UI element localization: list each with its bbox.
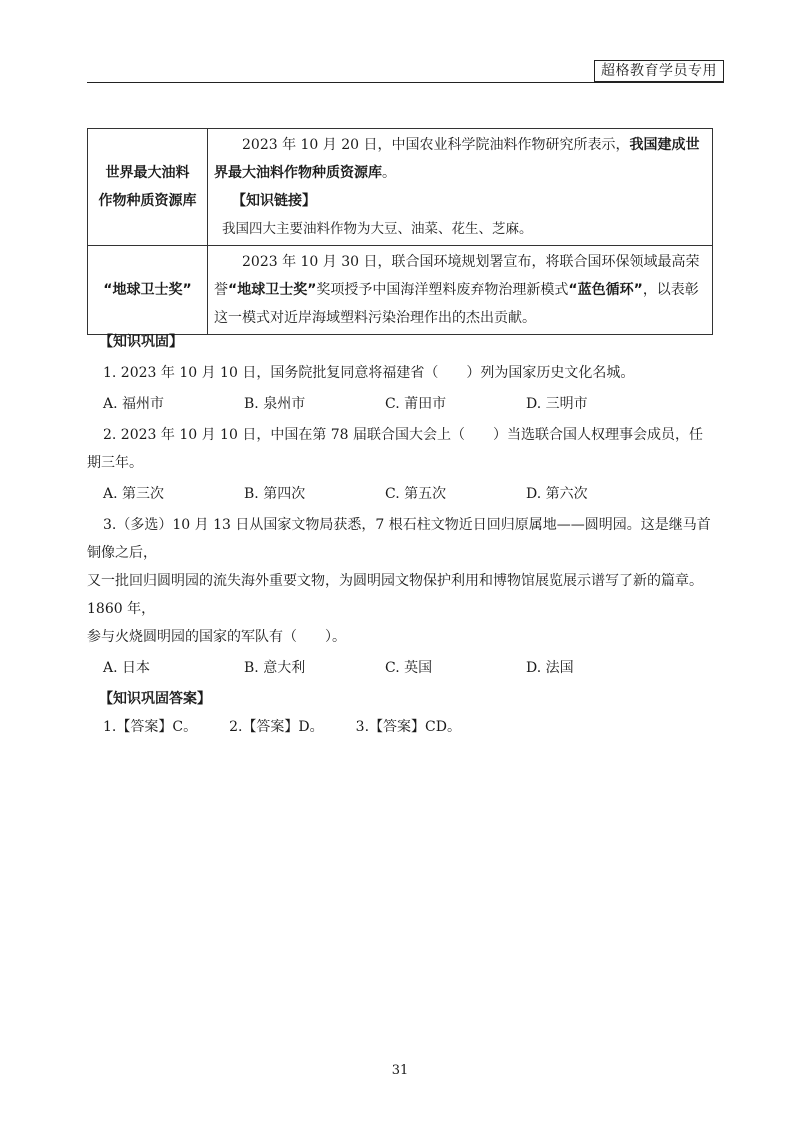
desc-cell — [208, 246, 713, 335]
option: A. 日本 — [103, 660, 151, 676]
question-3-line: 参与火烧圆明园的国家的军队有（ ）。 — [87, 629, 346, 645]
answer-item: 1.【答案】C。 — [103, 719, 198, 735]
desc-text: 2023 年 10 月 30 日，联合国环境规划署宣布，将联合国环保领域最高荣誉 — [214, 254, 700, 298]
option: D. 三明市 — [526, 396, 588, 412]
option: B. 泉州市 — [244, 396, 306, 412]
answer-item: 3.【答案】CD。 — [355, 719, 461, 735]
desc-cell — [208, 129, 713, 246]
term-cell — [88, 129, 208, 246]
quiz-title: 【知识巩固】 — [99, 334, 183, 350]
main-content — [87, 328, 717, 741]
question-3-line: 3.（多选）10 月 13 日从国家文物局获悉，7 根石柱文物近日回归原属地——圆明园。这是继马首铜像之后， — [87, 517, 711, 561]
option: B. 意大利 — [244, 660, 306, 676]
knowledge-link-text: 我国四大主要油料作物为大豆、油菜、花生、芝麻。 — [222, 221, 533, 237]
info-table — [87, 128, 713, 335]
question-3-line: 又一批回归圆明园的流失海外重要文物，为圆明园文物保护利用和博物馆展览展示谱写了新的篇章。1860 年， — [87, 573, 703, 617]
desc-paragraph — [214, 131, 704, 187]
option: C. 第五次 — [385, 486, 447, 502]
option: C. 莆田市 — [385, 396, 447, 412]
header-tag: 超格教育学员专用 — [594, 60, 724, 82]
desc-text: 2023 年 10 月 20 日，中国农业科学院油料作物研究所表示， — [242, 137, 630, 153]
desc-text: 奖项授予中国海洋塑料废弃物治理新模式 — [316, 282, 569, 298]
term-line: 世界最大油料 — [105, 165, 190, 181]
term-cell: “地球卫士奖” — [88, 246, 208, 335]
option: B. 第四次 — [244, 486, 306, 502]
option: C. 英国 — [385, 660, 433, 676]
desc-text: 。 — [382, 165, 396, 181]
page-number: 31 — [391, 1063, 409, 1078]
desc-bold-text: “蓝色循环” — [568, 282, 643, 298]
option: D. 第六次 — [526, 486, 588, 502]
desc-bold-text: 我国建成世界最大油料作物种质资源库 — [214, 137, 700, 181]
header-rule — [87, 82, 724, 83]
answer-item: 2.【答案】D。 — [229, 719, 324, 735]
table-row — [88, 246, 713, 335]
question-2: 2. 2023 年 10 月 10 日，中国在第 78 届联合国大会上（ ）当选联合国人权理事会成员，任期三年。 — [87, 427, 704, 471]
answers-title: 【知识巩固答案】 — [99, 691, 211, 707]
question-3 — [87, 511, 717, 651]
desc-bold-text: “地球卫士奖” — [228, 282, 317, 298]
option: A. 第三次 — [103, 486, 165, 502]
table-row — [88, 129, 713, 246]
option: A. 福州市 — [103, 396, 165, 412]
options-1 — [87, 390, 717, 418]
knowledge-link-title: 【知识链接】 — [232, 193, 316, 209]
options-3 — [87, 654, 717, 682]
answers-list — [87, 713, 717, 741]
question-1: 1. 2023 年 10 月 10 日，国务院批复同意将福建省（ ）列为国家历史文化名城。 — [103, 365, 635, 381]
desc-text: ，以表彰这一模式对近岸海域塑料污染治理作出的杰出贡献。 — [214, 282, 699, 326]
option: D. 法国 — [526, 660, 574, 676]
options-2 — [87, 480, 717, 508]
desc-paragraph — [214, 248, 704, 332]
term-line: 作物种质资源库 — [98, 193, 197, 209]
